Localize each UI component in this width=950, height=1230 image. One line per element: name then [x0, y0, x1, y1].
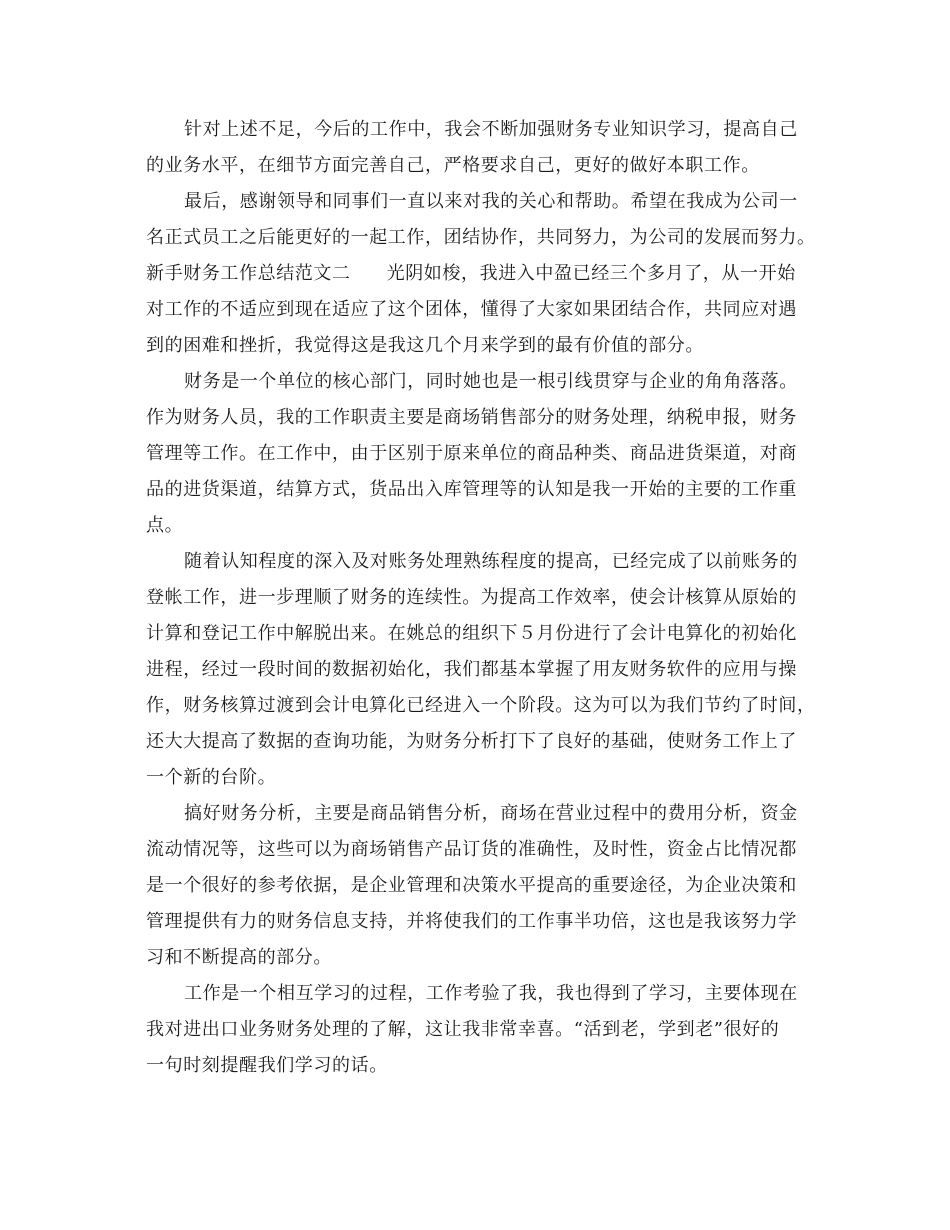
document-body: [146, 112, 816, 1084]
text-line: 还大大提高了数据的查询功能，为财务分析打下了良好的基础，使财务工作上了: [146, 731, 797, 752]
text-line: 作为财务人员，我的工作职责主要是商场销售部分的财务处理，纳税申报，财务: [146, 407, 797, 428]
text-line: 流动情况等，这些可以为商场销售产品订货的准确性，及时性，资金占比情况都: [146, 839, 797, 860]
text-line: 我对进出口业务财务处理的了解，这让我非常幸喜。“活到老，学到老”很好的: [146, 1019, 780, 1040]
section-heading: 新手财务工作总结范文二: [146, 263, 351, 284]
text-line: 习和不断提高的部分。: [146, 947, 332, 968]
text-line: 是一个很好的参考依据，是企业管理和决策水平提高的重要途径，为企业决策和: [146, 875, 797, 896]
text-line: 一个新的台阶。: [146, 767, 277, 788]
text-line: 财务是一个单位的核心部门，同时她也是一根引线贯穿与企业的角角落落。: [184, 371, 798, 392]
text-line: 点。: [146, 515, 184, 536]
text-line: 进程，经过一段时间的数据初始化，我们都基本掌握了用友财务软件的应用与操: [146, 659, 797, 680]
text-line: 随着认知程度的深入及对账务处理熟练程度的提高，已经完成了以前账务的: [184, 551, 798, 572]
text-line: 对工作的不适应到现在适应了这个团体，懂得了大家如果团结合作，共同应对遇: [146, 299, 797, 320]
text-line: 登帐工作，进一步理顺了财务的连续性。为提高工作效率，使会计核算从原始的: [146, 587, 797, 608]
text-line: 到的困难和挫折，我觉得这是我这几个月来学到的最有价值的部分。: [146, 335, 704, 356]
text-line: 针对上述不足，今后的工作中，我会不断加强财务专业知识学习，提高自己: [184, 119, 798, 140]
text-line: 作，财务核算过渡到会计电算化已经进入一个阶段。这为可以为我们节约了时间，: [146, 695, 816, 716]
text-line: 计算和登记工作中解脱出来。在姚总的组织下５月份进行了会计电算化的初始化: [146, 623, 797, 644]
text-line: 管理等工作。在工作中，由于区别于原来单位的商品种类、商品进货渠道，对商: [146, 443, 797, 464]
text-line: 搞好财务分析，主要是商品销售分析，商场在营业过程中的费用分析，资金: [184, 803, 798, 824]
text-line: 光阴如梭，我进入中盈已经三个多月了，从一开始: [386, 263, 796, 284]
section-heading-line: [146, 256, 806, 292]
text-line: 的业务水平，在细节方面完善自己，严格要求自己，更好的做好本职工作。: [146, 155, 760, 176]
text-line: 最后，感谢领导和同事们一直以来对我的关心和帮助。希望在我成为公司一: [184, 191, 798, 212]
text-line: 工作是一个相互学习的过程，工作考验了我，我也得到了学习，主要体现在: [184, 983, 798, 1004]
text-line: 品的进货渠道，结算方式，货品出入库管理等的认知是我一开始的主要的工作重: [146, 479, 797, 500]
text-line: 名正式员工之后能更好的一起工作，团结协作，共同努力，为公司的发展而努力。: [146, 227, 816, 248]
text-line: 一句时刻提醒我们学习的话。: [146, 1055, 388, 1076]
text-line: 管理提供有力的财务信息支持，并将使我们的工作事半功倍，这也是我该努力学: [146, 911, 797, 932]
